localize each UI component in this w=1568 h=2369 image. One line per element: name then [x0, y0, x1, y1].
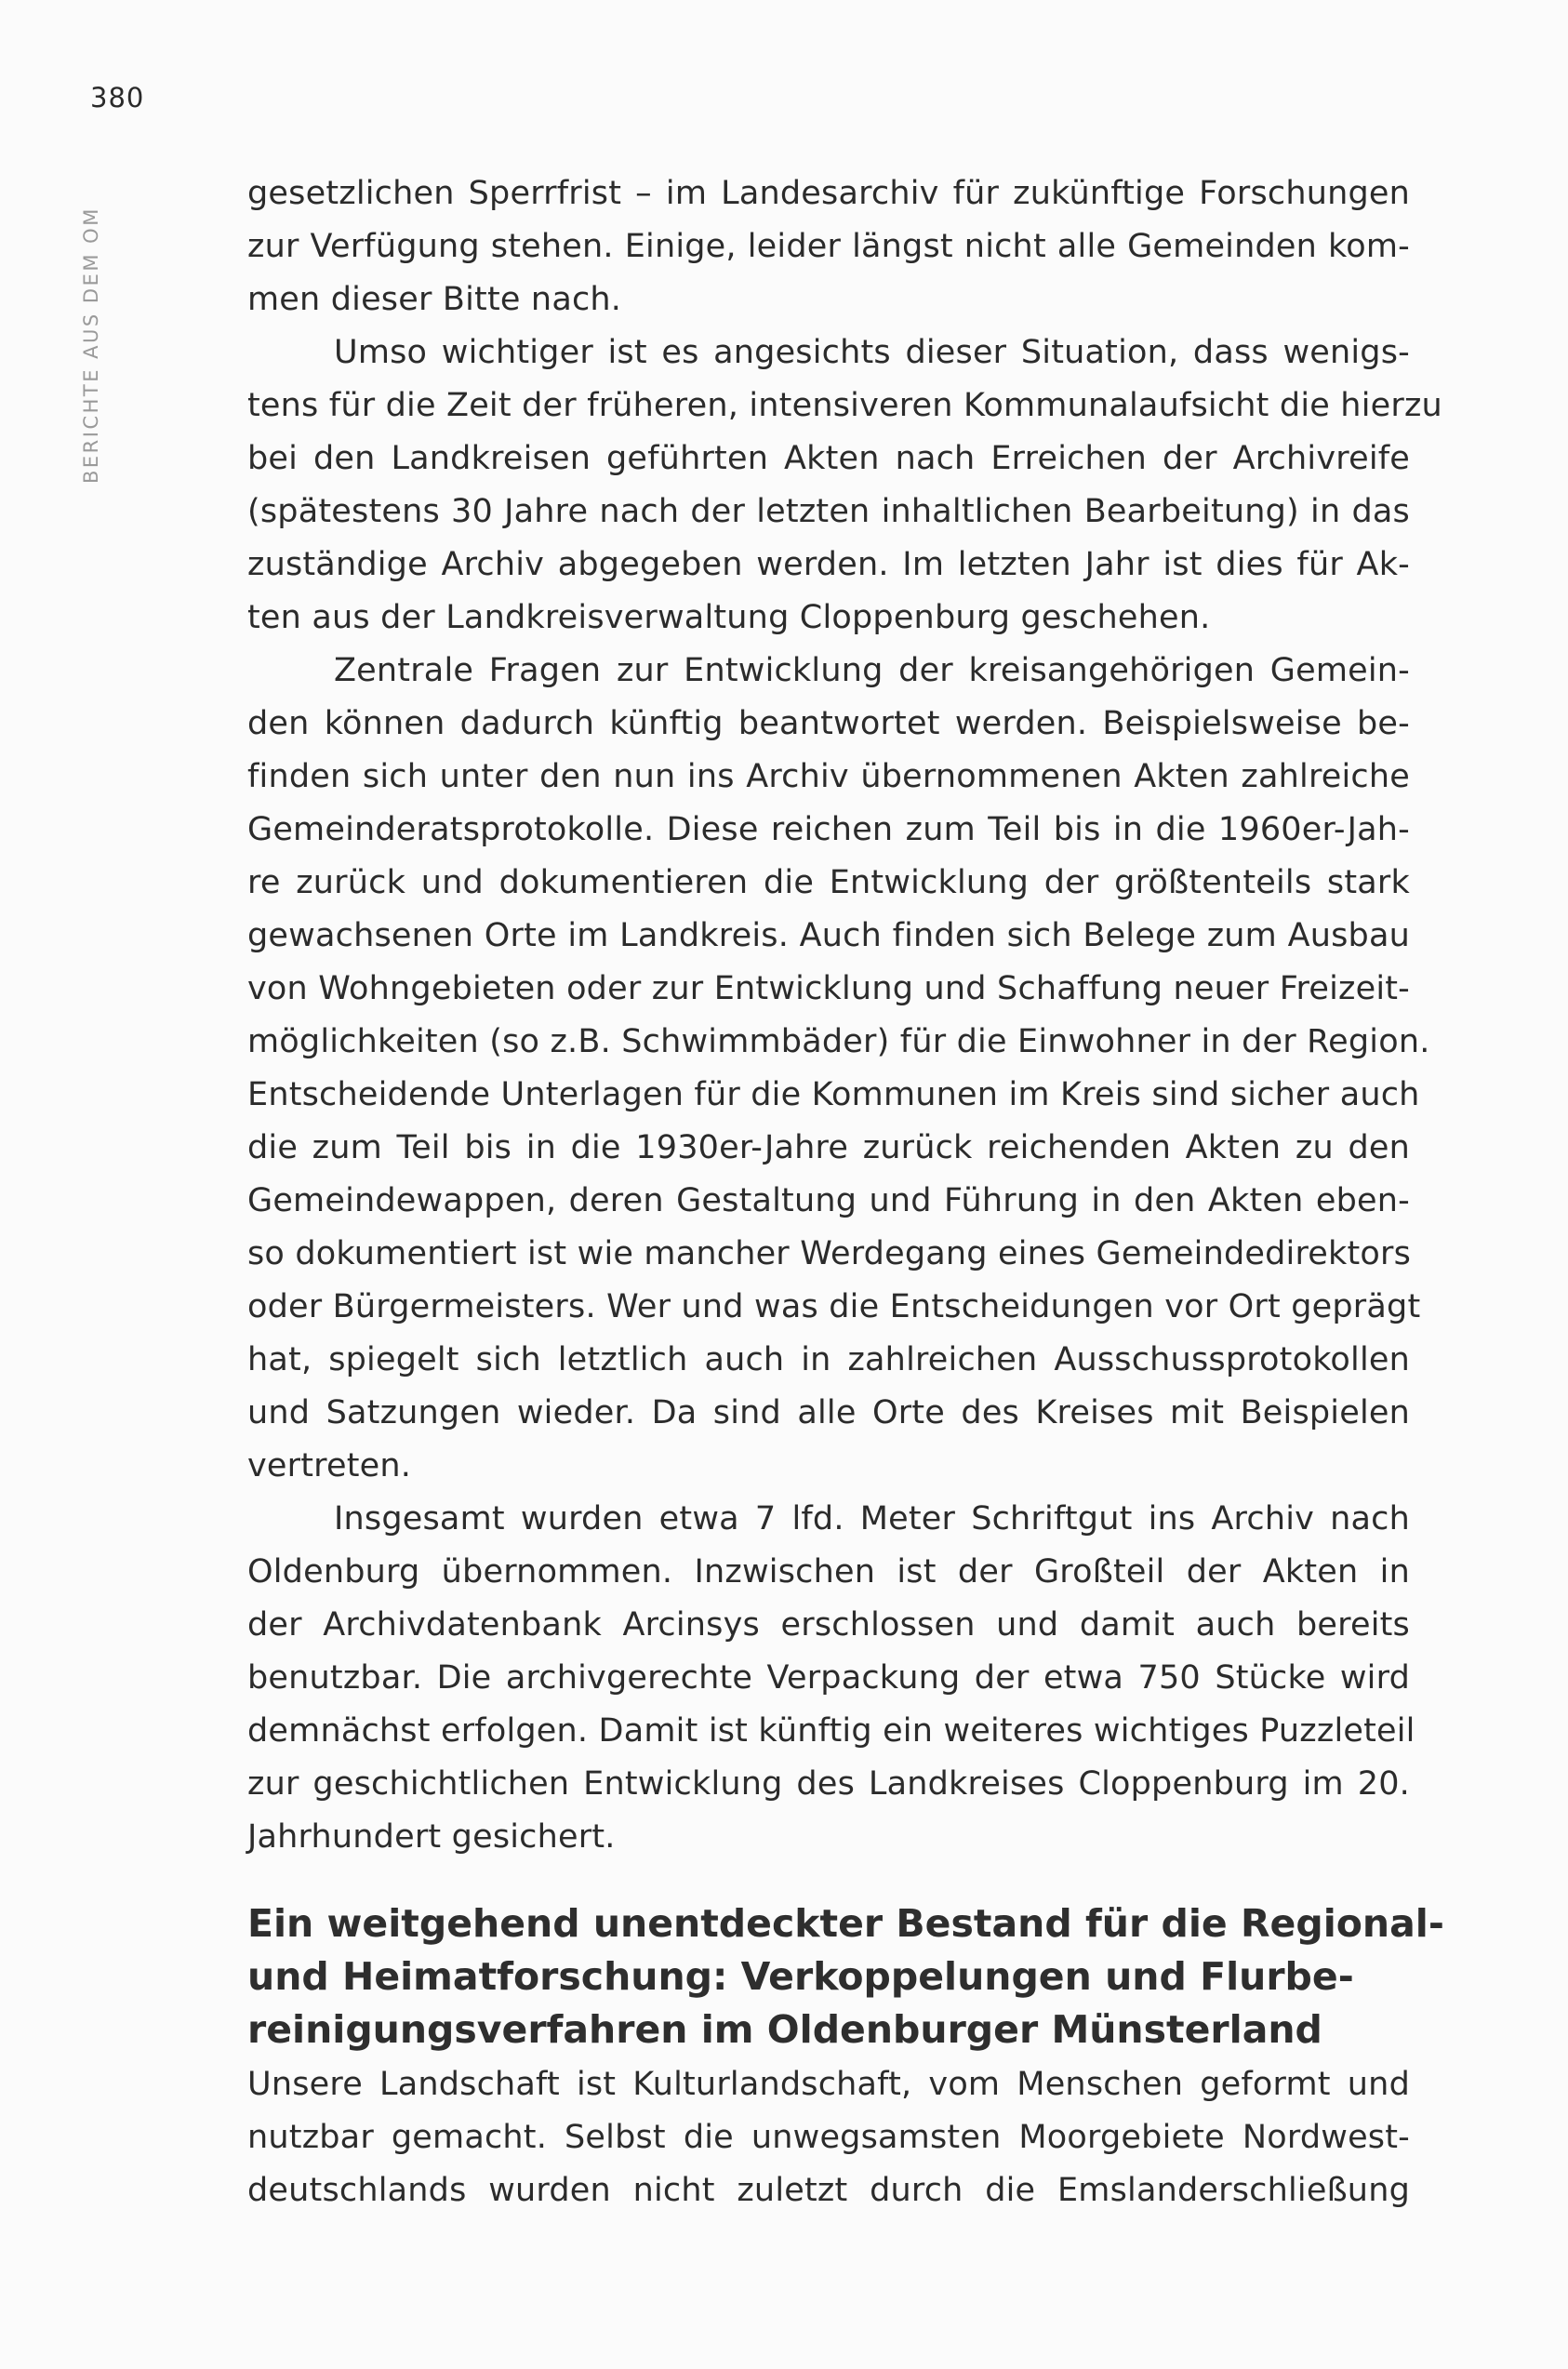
- heading-line: reinigungsverfahren im Oldenburger Münsterland: [247, 2007, 1322, 2052]
- text-line: hat, spiegelt sich letztlich auch in zahlreichen Ausschussprotokollen: [247, 1341, 1410, 1378]
- paragraph-3: [247, 645, 1430, 1493]
- text-line: Zentrale Fragen zur Entwicklung der kreisangehörigen Gemein-: [334, 652, 1410, 689]
- paragraph-4: [247, 1493, 1415, 1864]
- text-line: (spätestens 30 Jahre nach der letzten inhaltlichen Bearbeitung) in das: [247, 493, 1410, 530]
- paragraph-2: [247, 326, 1442, 645]
- section-heading: [247, 1897, 1444, 2056]
- text-line: deutschlands wurden nicht zuletzt durch die Emslanderschließung: [247, 2172, 1410, 2209]
- text-line: benutzbar. Die archivgerechte Verpackung der etwa 750 Stücke wird: [247, 1659, 1410, 1697]
- text-line: Insgesamt wurden etwa 7 lfd. Meter Schriftgut ins Archiv nach: [334, 1500, 1410, 1537]
- text-line: der Archivdatenbank Arcinsys erschlossen und damit auch bereits: [247, 1606, 1410, 1644]
- text-line: die zum Teil bis in die 1930er-Jahre zurück reichenden Akten zu den: [247, 1129, 1410, 1166]
- text-line: gesetzlichen Sperrfrist – im Landesarchiv für zukünftige Forschungen: [247, 175, 1410, 212]
- paragraph-5: [247, 2058, 1410, 2217]
- text-line: zur geschichtlichen Entwicklung des Landkreises Cloppenburg im 20.: [247, 1765, 1410, 1803]
- page-number: 380: [90, 82, 145, 113]
- text-line: nutzbar gemacht. Selbst die unwegsamsten Moorgebiete Nordwest-: [247, 2119, 1410, 2156]
- text-line: oder Bürgermeisters. Wer und was die Entscheidungen vor Ort geprägt: [247, 1288, 1421, 1325]
- running-head: BERICHTE AUS DEM OM: [80, 206, 102, 484]
- text-line: men dieser Bitte nach.: [247, 281, 622, 318]
- text-line: Gemeindewappen, deren Gestaltung und Führung in den Akten eben-: [247, 1182, 1410, 1219]
- paragraph-1: [247, 167, 1410, 326]
- text-line: Entscheidende Unterlagen für die Kommunen im Kreis sind sicher auch: [247, 1076, 1420, 1113]
- heading-line: und Heimatforschung: Verkoppelungen und Flurbe-: [247, 1954, 1354, 1999]
- text-line: ten aus der Landkreisverwaltung Cloppenburg geschehen.: [247, 599, 1211, 636]
- text-line: zuständige Archiv abgegeben werden. Im letzten Jahr ist dies für Ak-: [247, 546, 1410, 583]
- text-line: finden sich unter den nun ins Archiv übernommenen Akten zahlreiche: [247, 758, 1410, 795]
- text-line: gewachsenen Orte im Landkreis. Auch finden sich Belege zum Ausbau: [247, 917, 1410, 954]
- text-line: so dokumentiert ist wie mancher Werdegang eines Gemeindedirektors: [247, 1235, 1412, 1272]
- text-line: von Wohngebieten oder zur Entwicklung und Schaffung neuer Freizeit-: [247, 970, 1410, 1007]
- text-line: re zurück und dokumentieren die Entwicklung der größtenteils stark: [247, 864, 1410, 901]
- text-column: [247, 167, 1444, 2217]
- text-line: Umso wichtiger ist es angesichts dieser Situation, dass wenigs-: [334, 334, 1410, 371]
- text-line: Oldenburg übernommen. Inzwischen ist der Großteil der Akten in: [247, 1553, 1410, 1590]
- text-line: vertreten.: [247, 1447, 412, 1484]
- text-line: den können dadurch künftig beantwortet werden. Beispielsweise be-: [247, 705, 1410, 742]
- text-line: zur Verfügung stehen. Einige, leider längst nicht alle Gemeinden kom-: [247, 228, 1410, 265]
- text-line: Gemeinderatsprotokolle. Diese reichen zum Teil bis in die 1960er-Jah-: [247, 811, 1410, 848]
- text-line: Jahrhundert gesichert.: [247, 1818, 616, 1856]
- text-line: demnächst erfolgen. Damit ist künftig ein weiteres wichtiges Puzzleteil: [247, 1712, 1415, 1750]
- text-line: bei den Landkreisen geführten Akten nach Erreichen der Archivreife: [247, 440, 1410, 477]
- heading-line: Ein weitgehend unentdeckter Bestand für die Regional-: [247, 1901, 1444, 1946]
- text-line: möglichkeiten (so z.B. Schwimmbäder) für die Einwohner in der Region.: [247, 1023, 1430, 1060]
- text-line: und Satzungen wieder. Da sind alle Orte des Kreises mit Beispielen: [247, 1394, 1410, 1431]
- text-line: Unsere Landschaft ist Kulturlandschaft, vom Menschen geformt und: [247, 2066, 1410, 2103]
- text-line: tens für die Zeit der früheren, intensiveren Kommunalaufsicht die hierzu: [247, 387, 1442, 424]
